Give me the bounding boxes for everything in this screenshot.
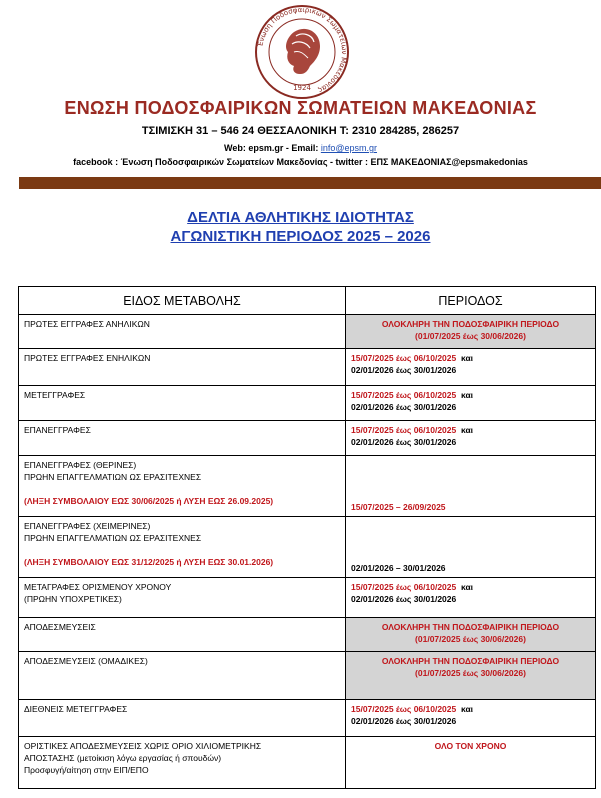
period-cell: ΟΛΟΚΛΗΡΗ ΤΗΝ ΠΟΔΟΣΦΑΙΡΙΚΗ ΠΕΡΙΟΔΟ (01/07/2025 έως 30/06/2026) (346, 652, 596, 700)
logo-ring-text: Ένωση Ποδοσφαιρικών Σωματείων Μακεδονίας (256, 5, 349, 95)
period-cell: 15/07/2025 έως 06/10/2025 και 02/01/2026 έως 30/01/2026 (346, 386, 596, 421)
federation-logo (254, 4, 350, 100)
change-type-cell: ΔΙΕΘΝΕΙΣ ΜΕΤΕΓΓΡΑΦΕΣ (19, 700, 346, 737)
change-type-cell: ΕΠΑΝΕΓΓΡΑΦΕΣ (ΘΕΡΙΝΕΣ) ΠΡΩΗΝ ΕΠΑΓΓΕΛΜΑΤΙΩΝ ΩΣ ΕΡΑΣΙΤΕΧΝΕΣ (ΛΗΞΗ ΣΥΜΒΟΛΑΙΟΥ ΕΩΣ 30/06/2025 ή ΛΥΣΗ ΕΩΣ 26.09.2025) (19, 456, 346, 517)
change-type-cell: ΑΠΟΔΕΣΜΕΥΣΕΙΣ (19, 618, 346, 652)
period-cell: 15/07/2025 έως 06/10/2025 και 02/01/2026 έως 30/01/2026 (346, 349, 596, 386)
address-line: ΤΣΙΜΙΣΚΗ 31 – 546 24 ΘΕΣΣΑΛΟΝΙΚΗ Τ: 2310 284285, 286257 (141, 125, 460, 137)
change-type-cell: ΕΠΑΝΕΓΓΡΑΦΕΣ (19, 421, 346, 456)
change-type-cell: ΠΡΩΤΕΣ ΕΓΓΡΑΦΕΣ ΑΝΗΛΙΚΩΝ (19, 315, 346, 349)
periods-table (18, 286, 596, 789)
change-type-cell: ΜΕΤΑΓΡΑΦΕΣ ΟΡΙΣΜΕΝΟΥ ΧΡΟΝΟΥ (ΠΡΩΗΝ ΥΠΟΧΡΕΤΙΚΕΣ) (19, 578, 346, 618)
period-cell: ΟΛΟΚΛΗΡΗ ΤΗΝ ΠΟΔΟΣΦΑΙΡΙΚΗ ΠΕΡΙΟΔΟ (01/07/2025 έως 30/06/2026) (346, 618, 596, 652)
title-line-1: ΔΕΛΤΙΑ ΑΘΛΗΤΙΚΗΣ ΙΔΙΟΤΗΤΑΣ (187, 209, 414, 226)
table-header-row (19, 287, 596, 315)
period-cell: 15/07/2025 έως 06/10/2025 και 02/01/2026 έως 30/01/2026 (346, 578, 596, 618)
table-row (19, 456, 596, 517)
change-type-cell: ΟΡΙΣΤΙΚΕΣ ΑΠΟΔΕΣΜΕΥΣΕΙΣ ΧΩΡΙΣ ΟΡΙΟ ΧΙΛΙΟΜΕΤΡΙΚΗΣ ΑΠΟΣΤΑΣΗΣ (μετοίκιση λόγω εργασίας ή σπουδών) Προσφυγή/αίτηση στην ΕΙΠ/ΕΠΟ (19, 737, 346, 789)
table-row (19, 618, 596, 652)
logo-year: 1924 (293, 84, 311, 92)
condition-note: (ΛΗΞΗ ΣΥΜΒΟΛΑΙΟΥ ΕΩΣ 31/12/2025 ή ΛΥΣΗ ΕΩΣ 30.01.2026) (24, 557, 274, 567)
table-row (19, 315, 596, 349)
period-cell: ΟΛΟ ΤΟΝ ΧΡΟΝΟ (346, 737, 596, 789)
web-label: Web: epsm.gr - Email: (223, 143, 321, 153)
period-cell: 02/01/2026 – 30/01/2026 (346, 517, 596, 578)
social-line: facebook : Ένωση Ποδοσφαιρικών Σωματείων Μακεδονίας - twitter : ΕΠΣ ΜΑΚΕΔΟΝΙΑΣ@epsmakedonias (73, 157, 528, 167)
period-cell: 15/07/2025 έως 06/10/2025 και 02/01/2026 έως 30/01/2026 (346, 700, 596, 737)
table-row (19, 652, 596, 700)
document-title (0, 208, 601, 246)
title-line-2: ΑΓΩΝΙΣΤΙΚΗ ΠΕΡΙΟΔΟΣ 2025 – 2026 (170, 228, 431, 245)
change-type-cell: ΕΠΑΝΕΓΓΡΑΦΕΣ (ΧΕΙΜΕΡΙΝΕΣ) ΠΡΩΗΝ ΕΠΑΓΓΕΛΜΑΤΙΩΝ ΩΣ ΕΡΑΣΙΤΕΧΝΕΣ (ΛΗΞΗ ΣΥΜΒΟΛΑΙΟΥ ΕΩΣ 31/12/2025 ή ΛΥΣΗ ΕΩΣ 30.01.2026) (19, 517, 346, 578)
table-row (19, 517, 596, 578)
table-row (19, 386, 596, 421)
period-cell: 15/07/2025 έως 06/10/2025 και 02/01/2026 έως 30/01/2026 (346, 421, 596, 456)
table-row (19, 700, 596, 737)
header-change-type: ΕΙΔΟΣ ΜΕΤΑΒΟΛΗΣ (19, 287, 346, 315)
period-cell: 15/07/2025 – 26/09/2025 (346, 456, 596, 517)
header-period: ΠΕΡΙΟΔΟΣ (346, 287, 596, 315)
email-link[interactable]: info@epsm.gr (320, 143, 378, 153)
table-row (19, 737, 596, 789)
change-type-cell: ΠΡΩΤΕΣ ΕΓΓΡΑΦΕΣ ΕΝΗΛΙΚΩΝ (19, 349, 346, 386)
period-cell: ΟΛΟΚΛΗΡΗ ΤΗΝ ΠΟΔΟΣΦΑΙΡΙΚΗ ΠΕΡΙΟΔΟ (01/07/2025 έως 30/06/2026) (346, 315, 596, 349)
condition-note: (ΛΗΞΗ ΣΥΜΒΟΛΑΙΟΥ ΕΩΣ 30/06/2025 ή ΛΥΣΗ ΕΩΣ 26.09.2025) (24, 496, 274, 506)
table-row (19, 349, 596, 386)
head-emblem-icon (286, 29, 320, 74)
table-row (19, 421, 596, 456)
change-type-cell: ΑΠΟΔΕΣΜΕΥΣΕΙΣ (ΟΜΑΔΙΚΕΣ) (19, 652, 346, 700)
change-type-cell: ΜΕΤΕΓΓΡΑΦΕΣ (19, 386, 346, 421)
web-email-line (0, 143, 601, 153)
header-divider-bar (19, 177, 601, 189)
organization-name: ΕΝΩΣΗ ΠΟΔΟΣΦΑΙΡΙΚΩΝ ΣΩΜΑΤΕΙΩΝ ΜΑΚΕΔΟΝΙΑΣ (64, 98, 537, 118)
table-row (19, 578, 596, 618)
